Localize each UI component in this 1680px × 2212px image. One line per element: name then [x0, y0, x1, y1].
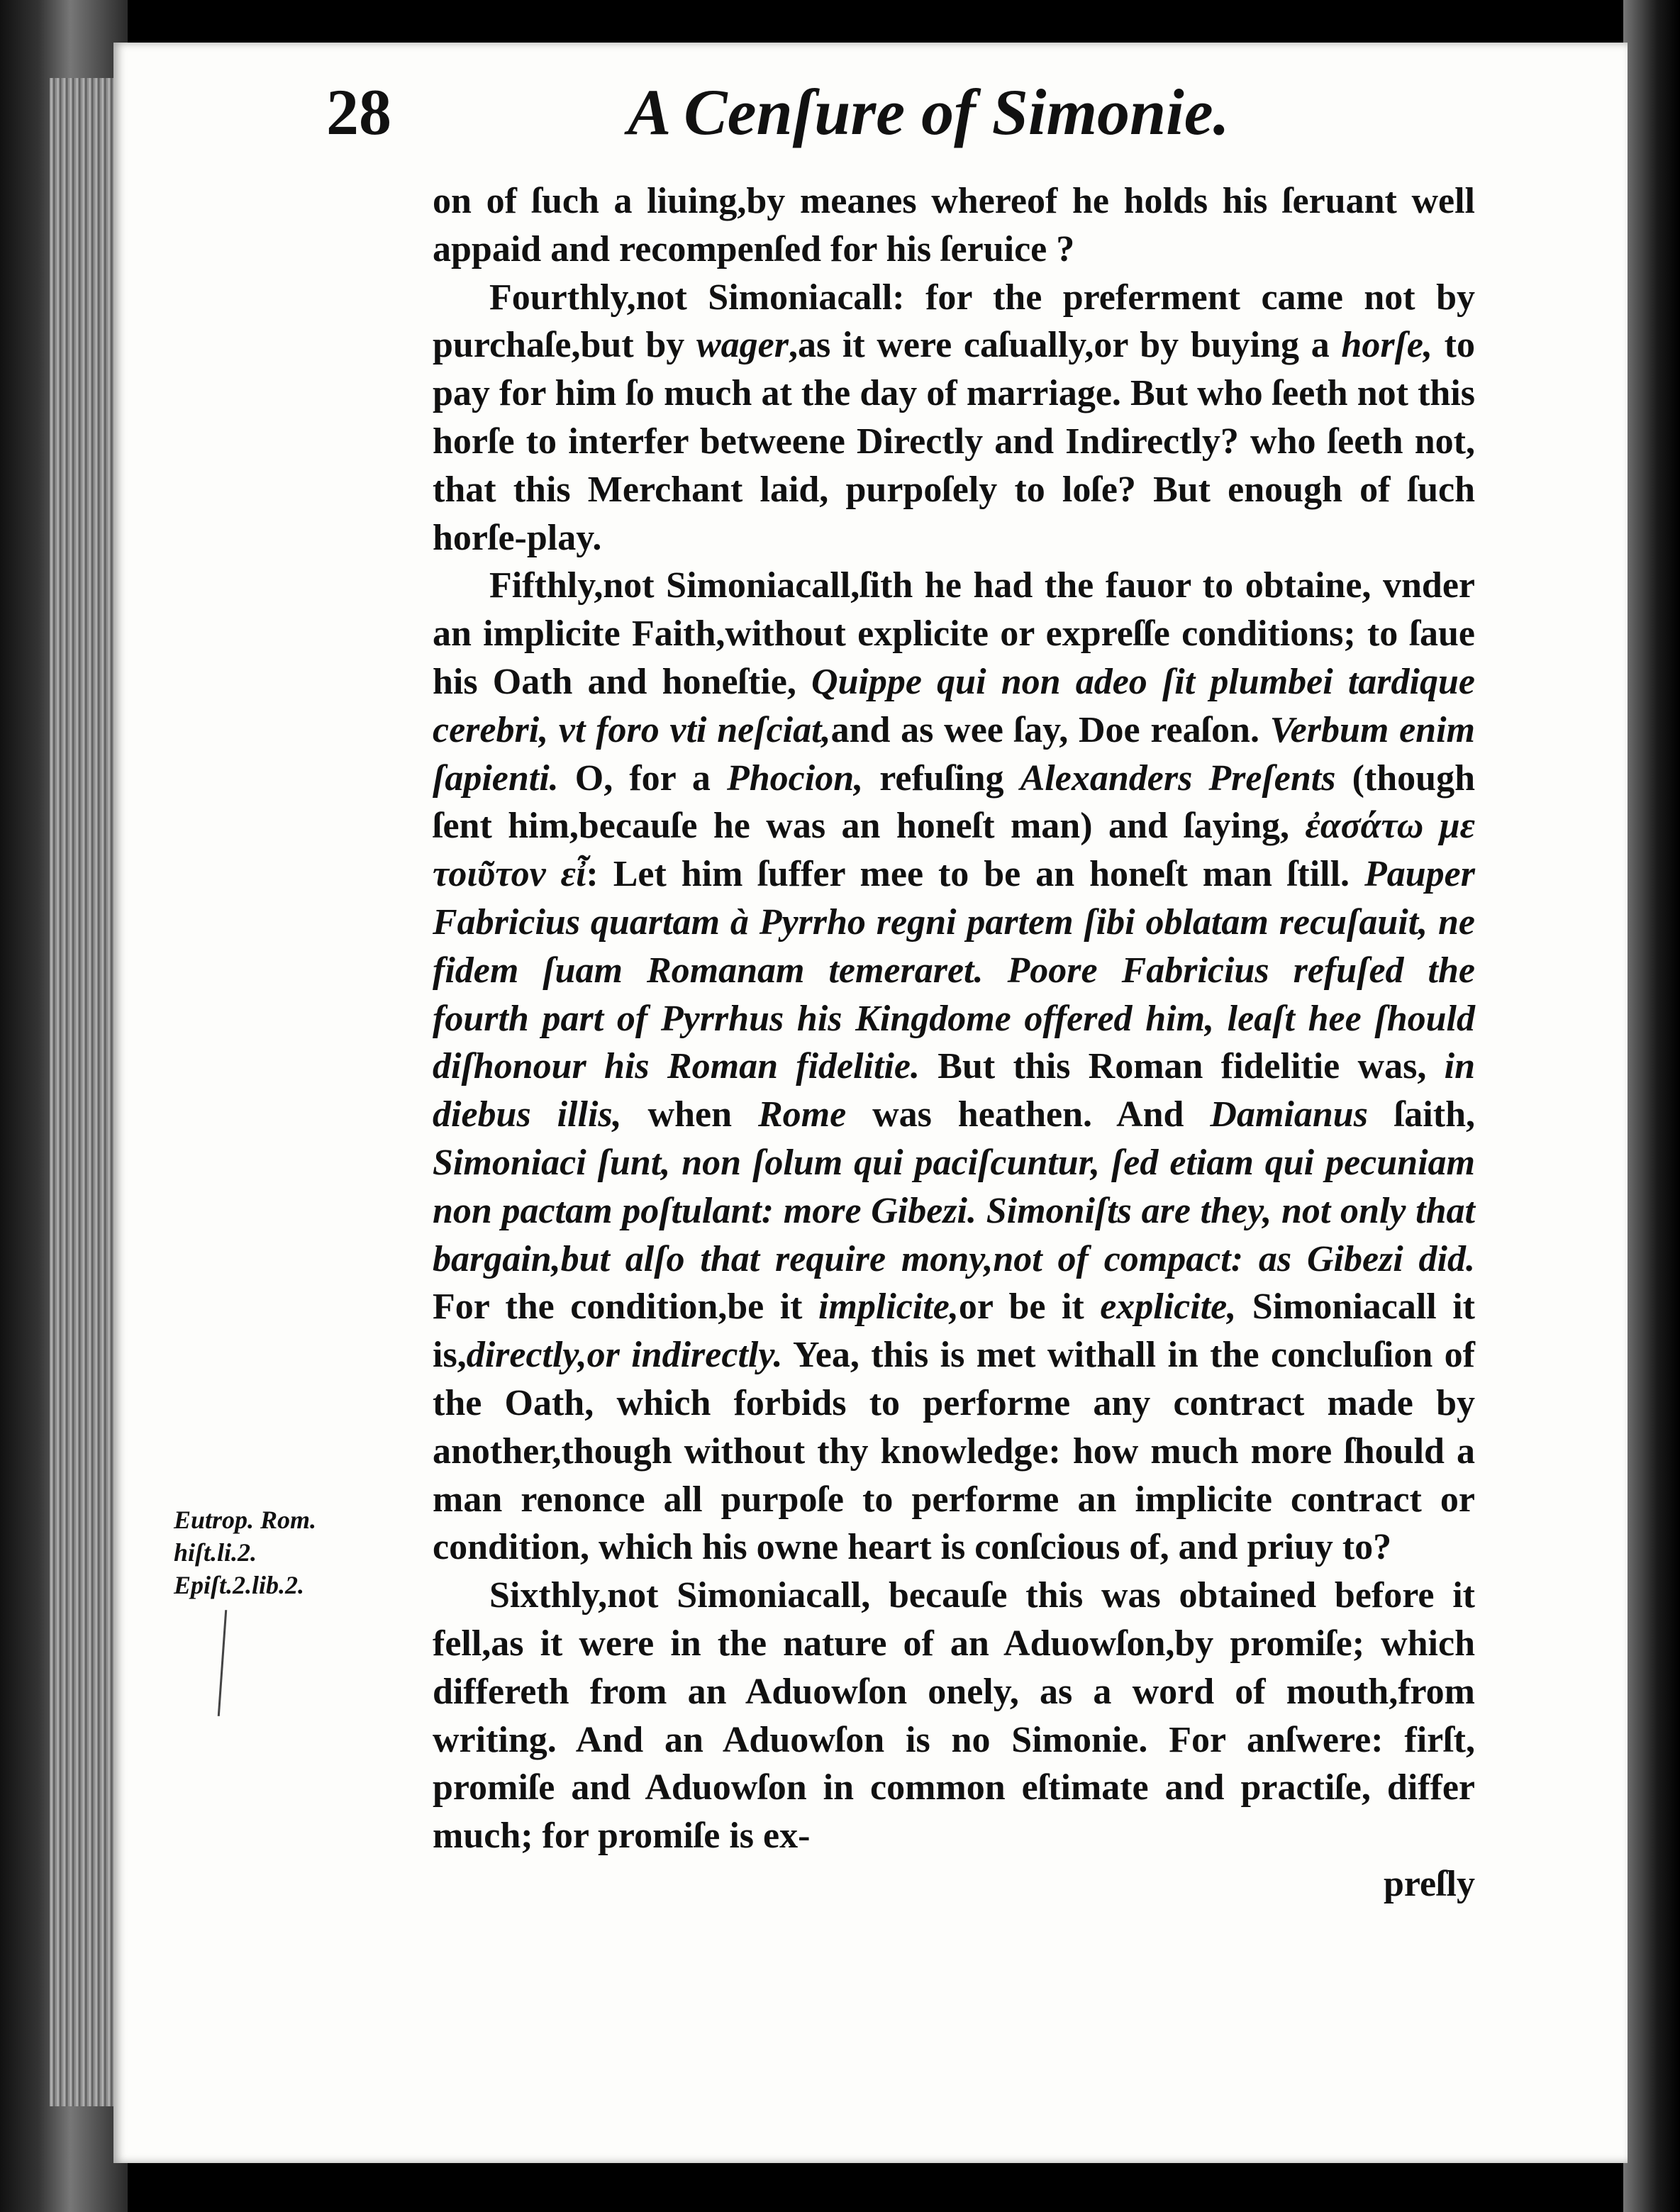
text-run: refuſing [863, 757, 1020, 799]
running-head [326, 60, 1475, 167]
italic-run: horſe, [1341, 325, 1433, 366]
margin-note-line: Eutrop. Rom. [174, 1506, 317, 1534]
latin-quote: Verbum enim ſapienti. [433, 709, 1475, 799]
text-run: But this Roman fidelitie was, [919, 1046, 1445, 1087]
text-run: to pay for him ſo much at the day of marriage. But who ſeeth not this horſe to interfer betweene Directly and Indirectly? who ſeeth not, that this Merchant laid, purpoſely to loſe? But enough of ſuch horſe-play. [433, 325, 1475, 558]
latin-quote: Pauper Fabricius quartam à Pyrrho regni partem ſibi oblatam recuſauit, ne fidem ſuam Romanam temeraret. Poore Fabricius refuſed the fourth part of Pyrrhus his Kingdome offered him, leaſt hee ſhould diſhonour his Roman fidelitie. [433, 854, 1475, 1087]
text-run: when [621, 1094, 758, 1135]
latin-quote: Simoniaci ſunt, non ſolum qui paciſcuntur, ſed etiam qui pecuniam non pactam poſtulant: more Gibezi. Simoniſts are they, not only that bargain,but alſo that require mony,not of compact: as Gibezi did. [433, 1142, 1475, 1279]
text-run: or be it [958, 1286, 1101, 1328]
italic-run: directly,or indirectly. [466, 1335, 783, 1376]
paragraph-4: Sixthly,not Simoniacall, becauſe this was obtained before it fell,as it were in the nature of an Aduowſon,by promiſe; which differeth from an Aduowſon onely, as a word of mouth,from writing. And an Aduowſon is no Simonie. For anſwere: firſt, promiſe and Aduowſon in common eſtimate and practiſe, differ much; for promiſe is ex- [433, 1575, 1475, 1857]
greek-quote: ἐασάτω με τοιῦτον εἶ [433, 806, 1476, 895]
paragraph-3 [433, 562, 1475, 1572]
italic-run: explicite, [1100, 1286, 1237, 1328]
page-edges [50, 78, 117, 2106]
right-page-edge [1623, 0, 1680, 2212]
italic-run: Phocion, [727, 757, 864, 799]
body-text [433, 177, 1475, 1908]
text-run: ,as it were caſually,or by buying a [788, 325, 1342, 366]
margin-note-line: Epiſt.2.lib.2. [174, 1571, 305, 1599]
italic-run: Rome [757, 1094, 847, 1135]
text-run: Fourthly,not Simoniacall: for the preferment came not by purchaſe,but by [433, 277, 1475, 366]
italic-run: wager [696, 325, 789, 366]
italic-run: Damianus [1210, 1094, 1368, 1135]
text-run: Yea, this is met withall in the concluſion of the Oath, which forbids to performe any contract made by another,though without thy knowledge: how much more ſhould a man renonce all purpoſe to performe an implicite contract or condition, which his owne heart is conſcious of, and priuy to? [433, 1335, 1475, 1568]
paragraph-1: on of ſuch a liuing,by meanes whereof he holds his ſeruant well appaid and recompenſed for his ſeruice ? [433, 181, 1475, 269]
text-run: Fifthly,not Simoniacall,ſith he had the fauor to obtaine, vnder an implicite Faith,without explicite or expreſſe conditions; to ſaue his Oath and honeſtie, [433, 565, 1475, 702]
text-run: O, for a [558, 757, 727, 799]
catchword: preſly [1383, 1863, 1475, 1904]
italic-run: Alexanders Preſents [1020, 757, 1336, 799]
italic-run: in diebus illis, [433, 1046, 1475, 1135]
text-run: and as wee ſay, Doe reaſon. [830, 709, 1270, 750]
text-run: was heathen. And [846, 1094, 1211, 1135]
text-run: : Let him ſuffer mee to be an honeſt man ſtill. [586, 854, 1364, 895]
margin-note-line: hiſt.li.2. [174, 1538, 257, 1567]
page-number: 28 [326, 76, 391, 148]
running-title: A Cenſure of Simonie. [628, 76, 1230, 148]
text-run: For the condition,be it [433, 1286, 818, 1328]
text-run: ſaith, [1367, 1094, 1475, 1135]
margin-notes [174, 1504, 386, 1601]
latin-quote: Quippe qui non adeo ſit plumbei tardique cerebri, vt foro vti neſciat, [433, 661, 1475, 750]
text-run: Simoniacall it is, [433, 1286, 1475, 1376]
text-run: (though ſent him,becauſe he was an honeſt man) and ſaying, [433, 757, 1475, 847]
paragraph-2 [433, 274, 1475, 562]
italic-run: implicite, [818, 1286, 959, 1328]
